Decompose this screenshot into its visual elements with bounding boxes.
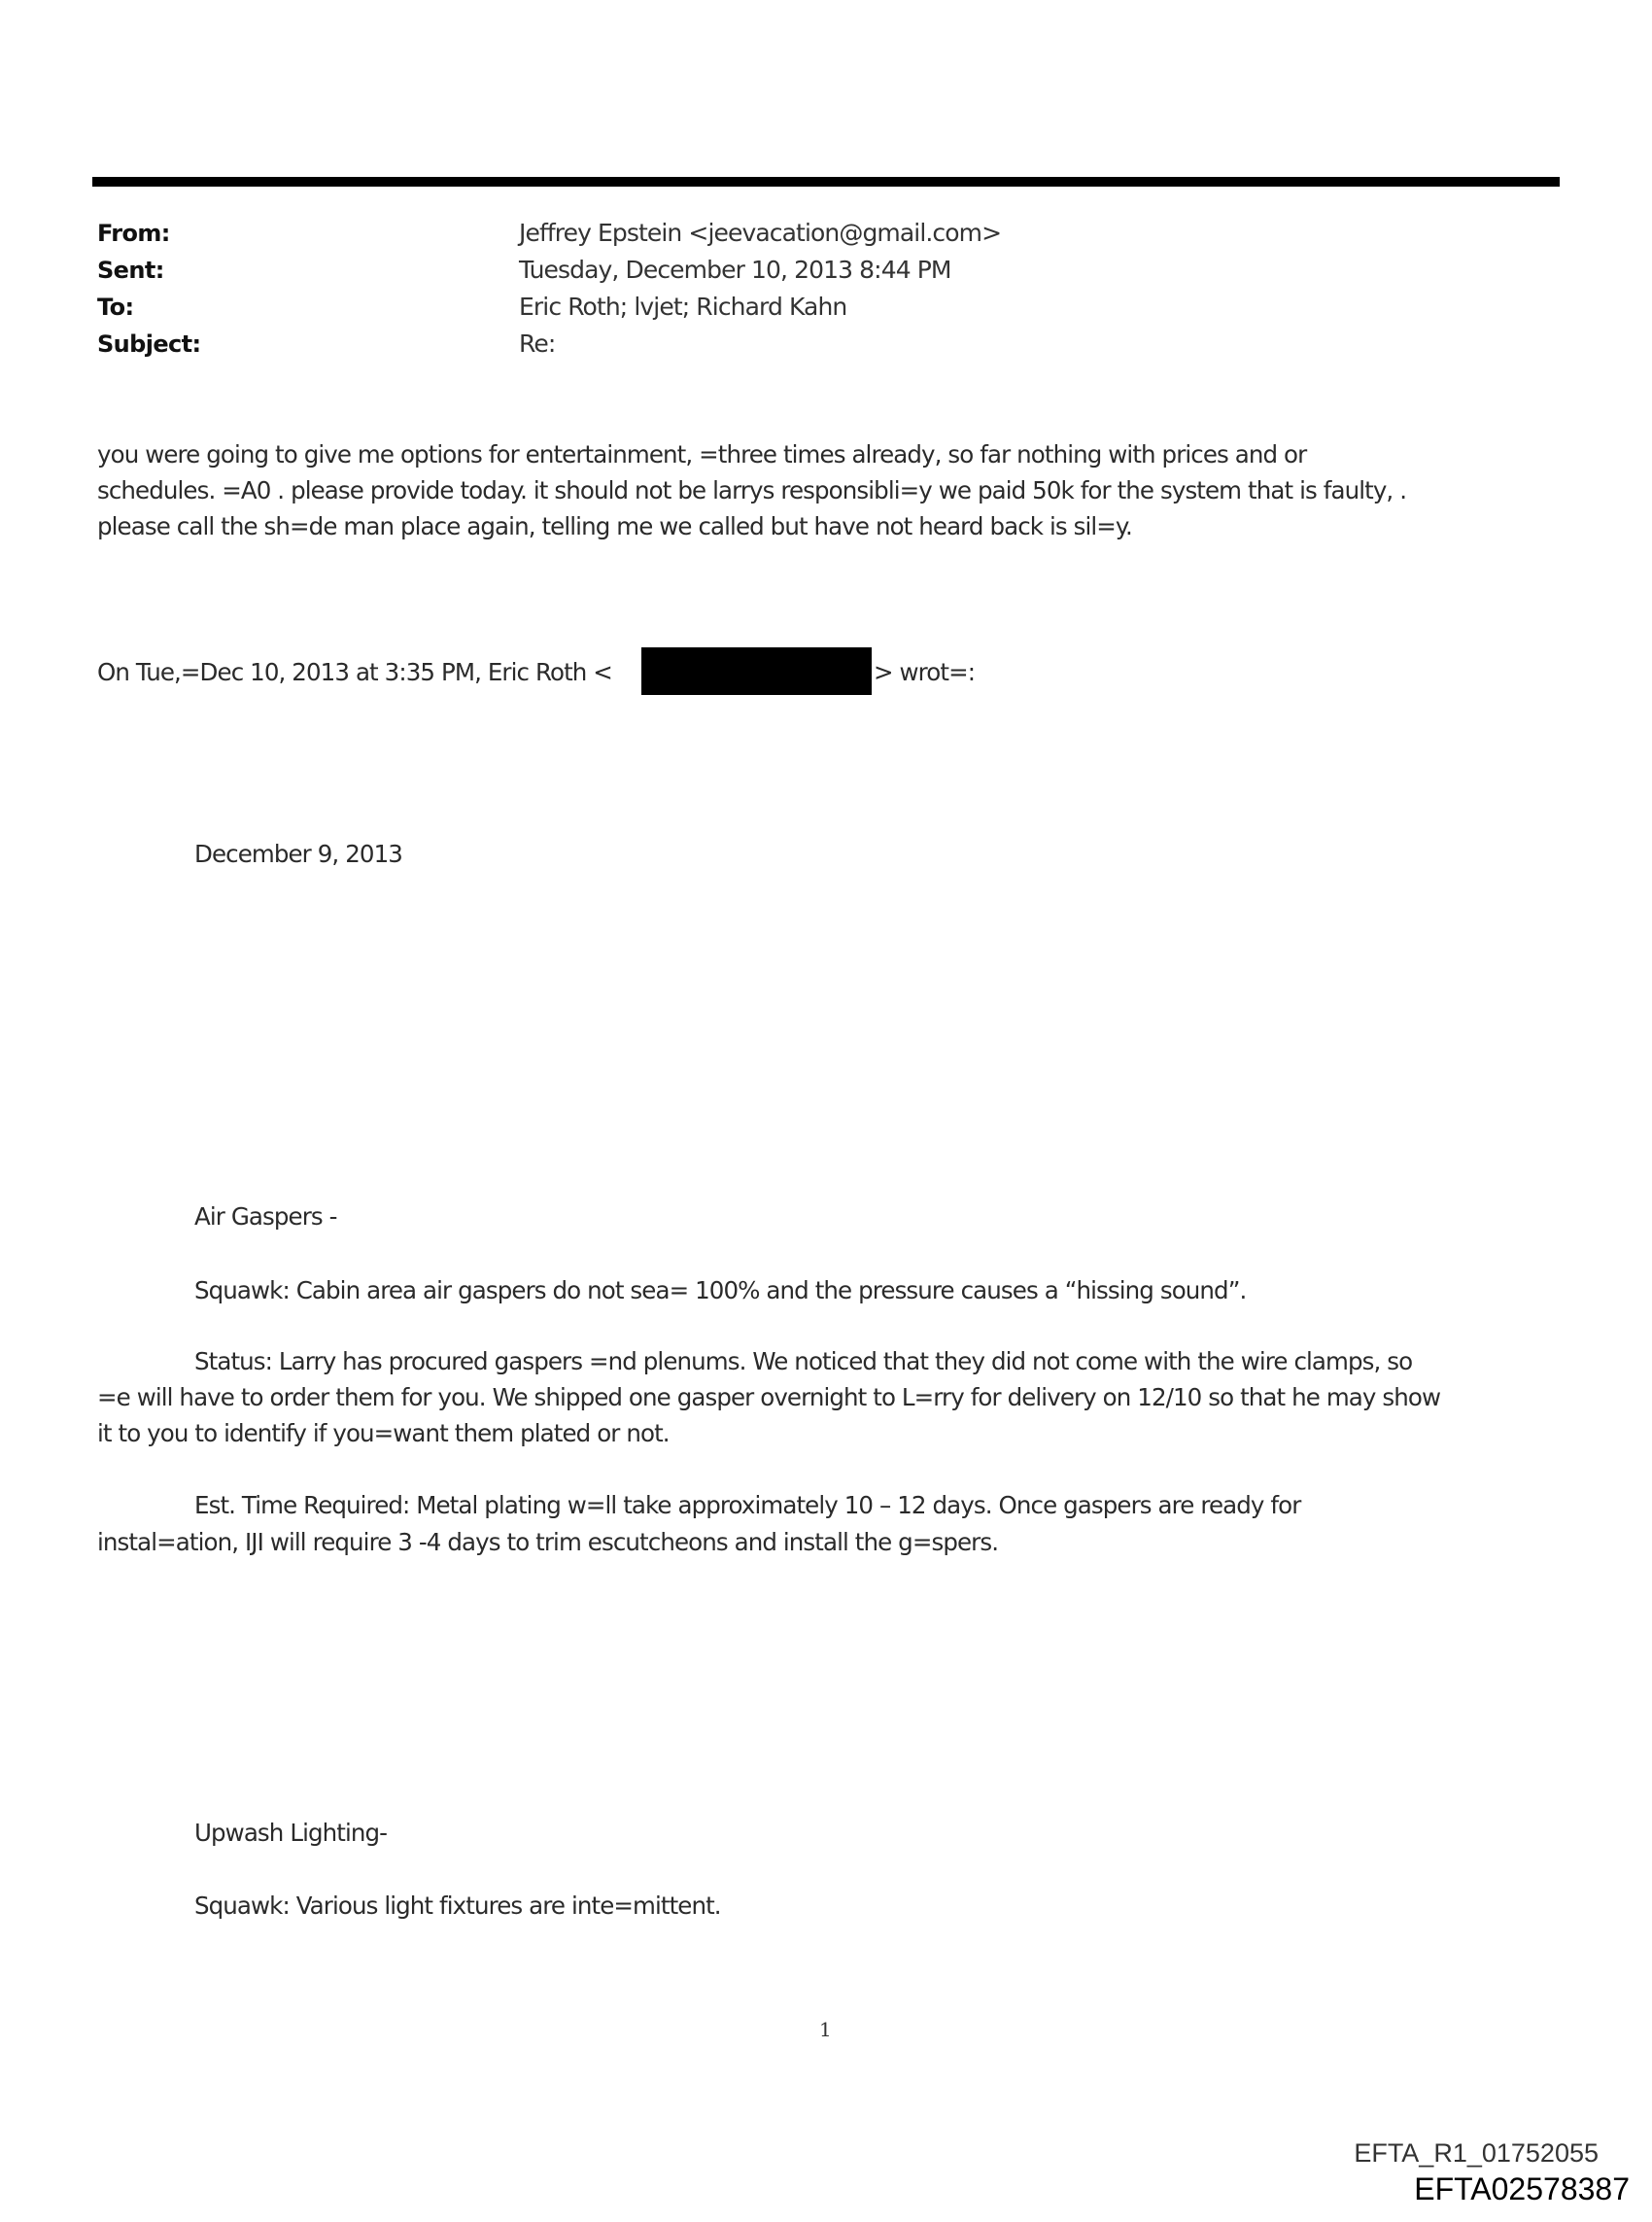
section-title: Upwash Lighting- xyxy=(194,1819,388,1847)
status-line: =e will have to order them for you. We shipped one gasper overnight to L=rry for delivery on 12/10 so that he may show xyxy=(97,1383,1441,1411)
quote-attribution-suffix: > wrot=: xyxy=(874,658,976,686)
from-value: Jeffrey Epstein <jeevacation@gmail.com> xyxy=(519,219,1002,247)
section-title: Air Gaspers - xyxy=(194,1202,337,1231)
page-number: 1 xyxy=(819,2018,832,2041)
redaction-box xyxy=(641,647,872,695)
header-rule xyxy=(92,177,1560,187)
bates-number-r1: EFTA_R1_01752055 xyxy=(1354,2138,1599,2168)
reply-line: schedules. =A0 . please provide today. it should not be larrys responsibli=y we paid 50k for the system that is faulty, . xyxy=(97,476,1407,504)
subject-label: Subject: xyxy=(97,330,201,358)
reply-line: you were going to give me options for entertainment, =three times already, so far nothing with prices and or xyxy=(97,440,1307,469)
to-value: Eric Roth; lvjet; Richard Kahn xyxy=(519,293,847,321)
bates-number: EFTA02578387 xyxy=(1414,2171,1630,2206)
squawk-text: Squawk: Cabin area air gaspers do not sea= 100% and the pressure causes a “hissing sound”. xyxy=(194,1276,1247,1304)
quoted-date: December 9, 2013 xyxy=(194,840,402,868)
to-label: To: xyxy=(97,294,134,321)
time-line: Est. Time Required: Metal plating w=ll take approximately 10 – 12 days. Once gaspers are ready for xyxy=(194,1491,1301,1519)
status-line: it to you to identify if you=want them plated or not. xyxy=(97,1419,670,1447)
quote-attribution-prefix: On Tue,=Dec 10, 2013 at 3:35 PM, Eric Roth < xyxy=(97,658,612,686)
subject-value: Re: xyxy=(519,330,556,358)
sent-label: Sent: xyxy=(97,257,164,284)
sent-value: Tuesday, December 10, 2013 8:44 PM xyxy=(519,256,951,284)
status-line: Status: Larry has procured gaspers =nd plenums. We noticed that they did not come with the wire clamps, so xyxy=(194,1347,1413,1375)
from-label: From: xyxy=(97,220,170,247)
time-line: instal=ation, IJI will require 3 -4 days to trim escutcheons and install the g=spers. xyxy=(97,1528,999,1556)
squawk-text: Squawk: Various light fixtures are inte=mittent. xyxy=(194,1892,721,1920)
reply-line: please call the sh=de man place again, telling me we called but have not heard back is sil=y. xyxy=(97,512,1132,540)
